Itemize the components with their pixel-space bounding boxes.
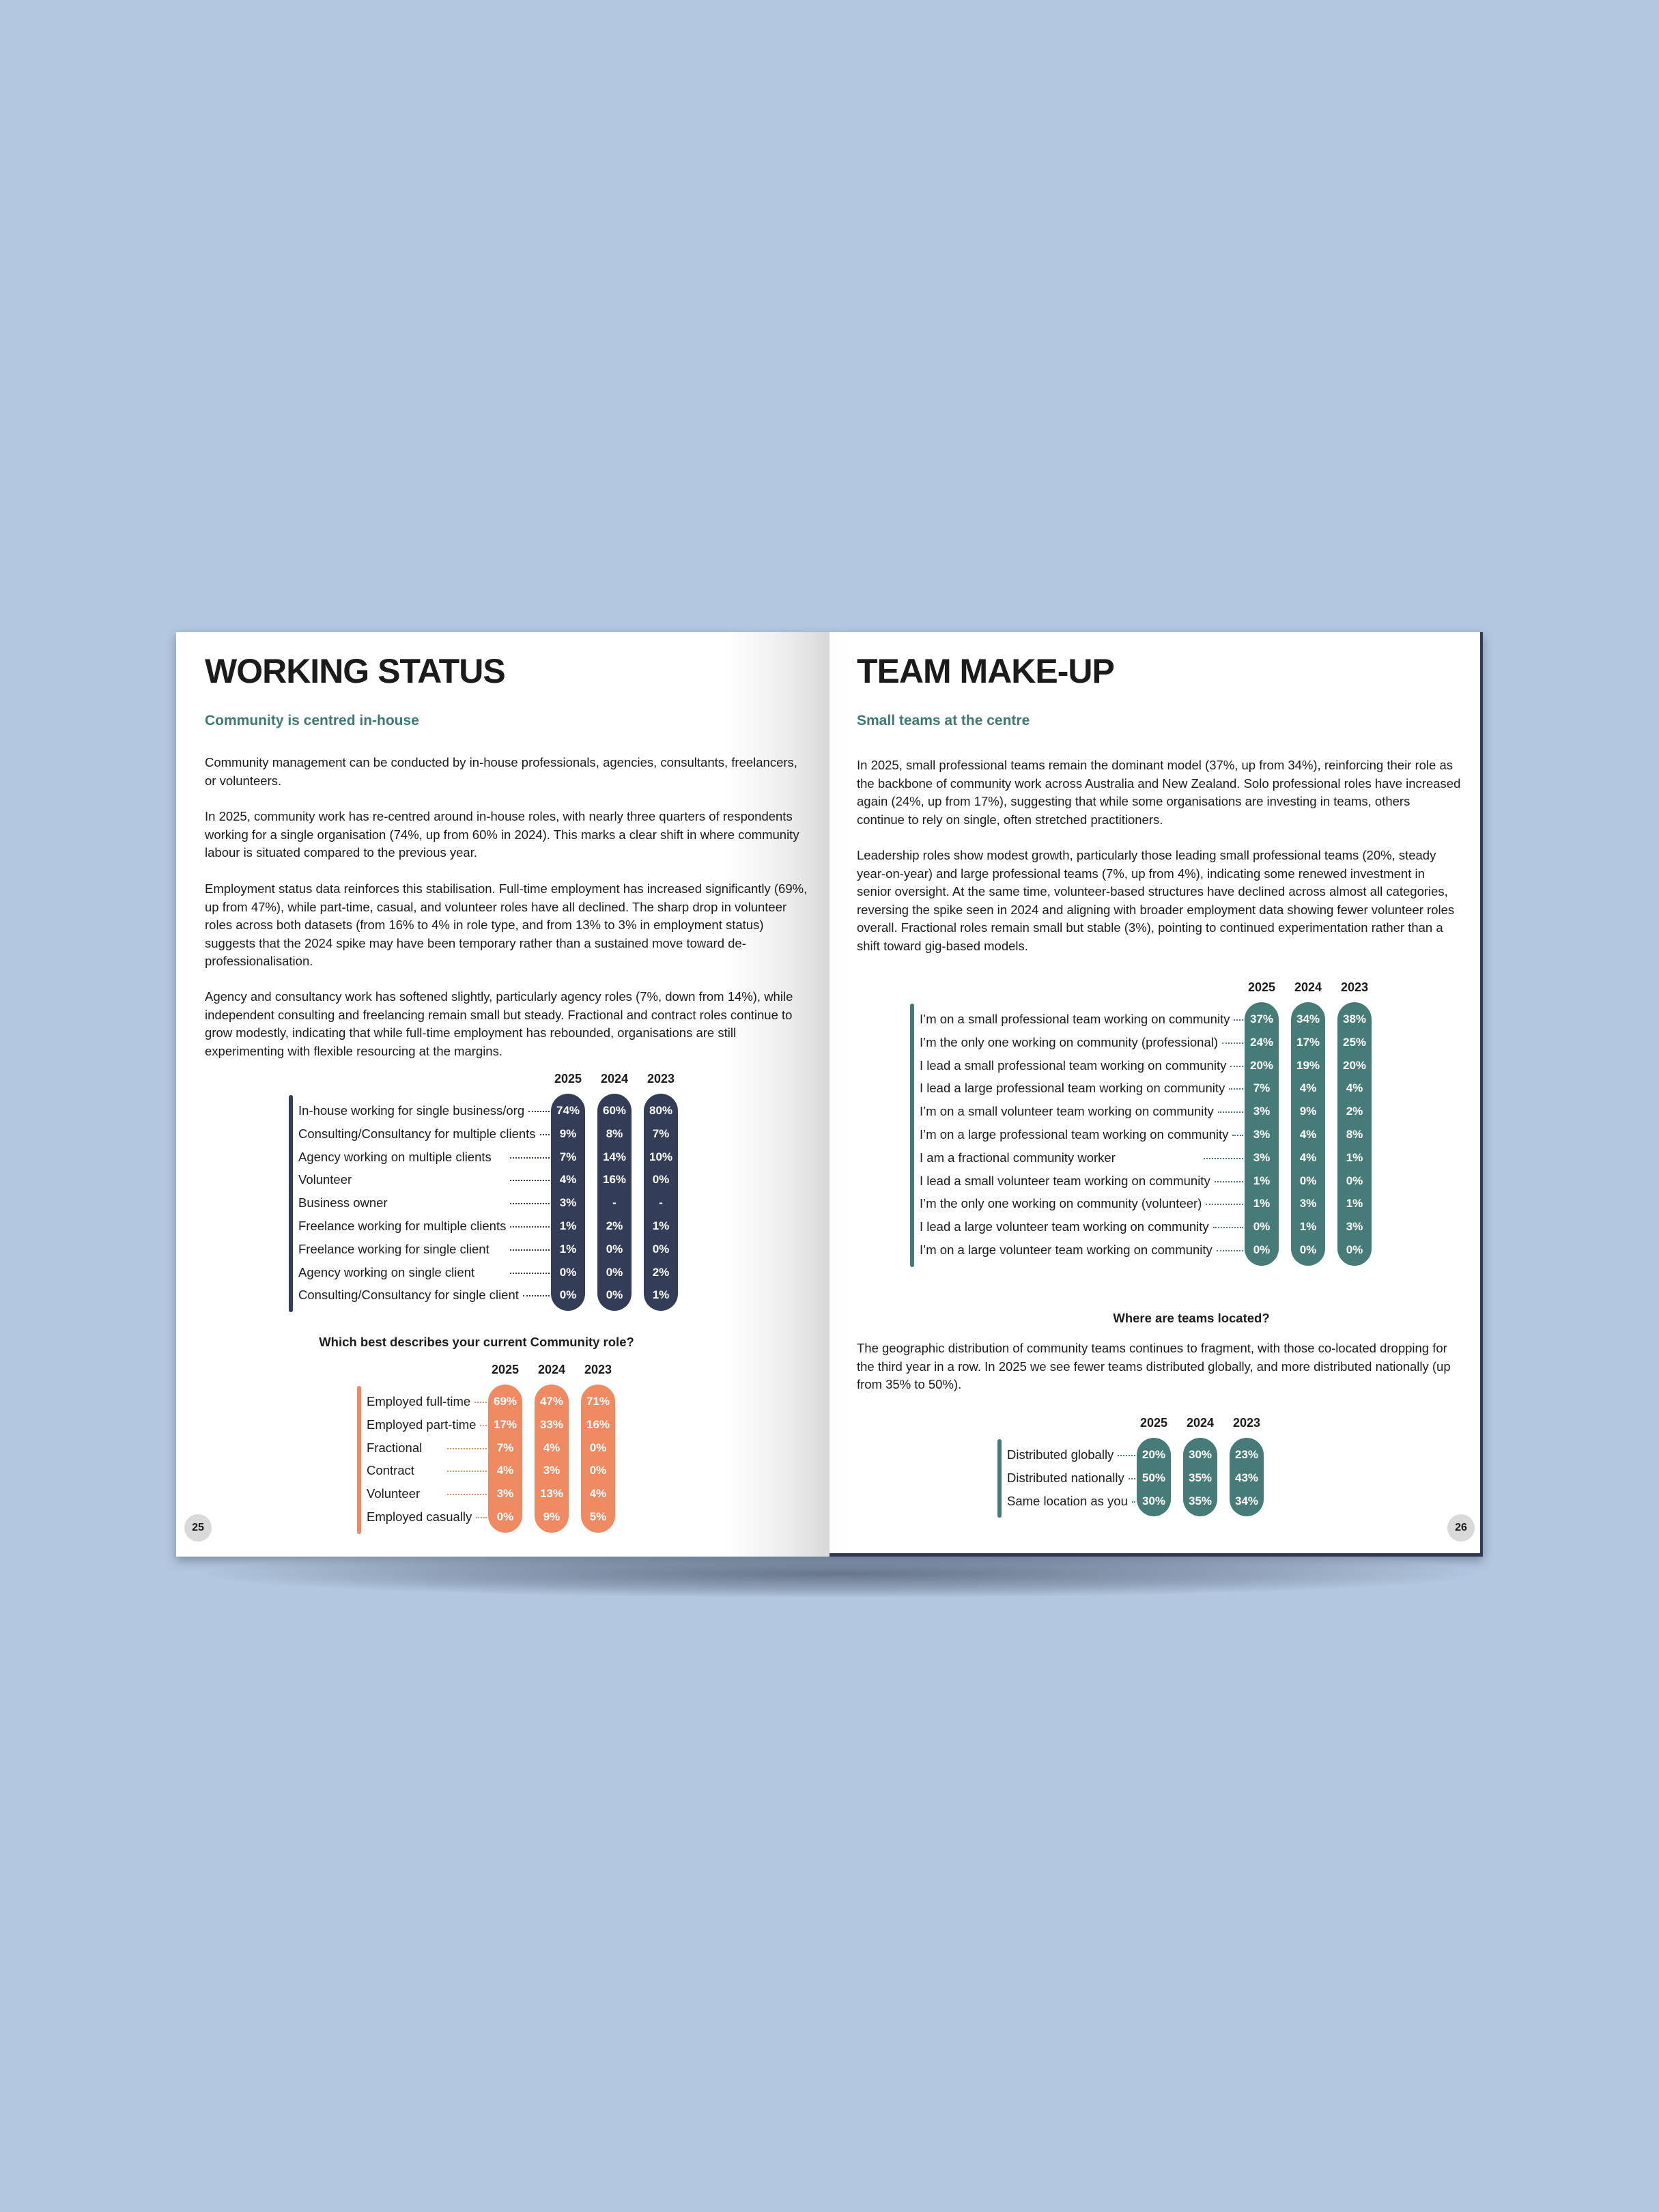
accent-bar <box>289 1095 293 1312</box>
dotted-leader <box>1204 1158 1243 1159</box>
book-spread <box>176 632 1483 1557</box>
row-label: I’m on a large volunteer team working on community <box>920 1243 1213 1257</box>
value-label: 9% <box>1299 1105 1317 1118</box>
value-label: 1% <box>1346 1150 1363 1164</box>
value-label: 3% <box>559 1196 577 1210</box>
dotted-leader <box>1230 1066 1243 1067</box>
value-label: 34% <box>1296 1012 1320 1025</box>
dotted-leader <box>510 1157 550 1159</box>
value-label: 43% <box>1234 1471 1259 1484</box>
value-label: 0% <box>1253 1243 1271 1256</box>
dotted-leader <box>1206 1204 1243 1205</box>
value-label: 69% <box>493 1395 517 1408</box>
value-label: 30% <box>1142 1494 1166 1507</box>
dotted-leader <box>510 1203 550 1204</box>
value-label: 4% <box>1299 1128 1317 1141</box>
value-label: 0% <box>606 1265 623 1279</box>
paragraph: In 2025, community work has re-centred around in-house roles, with nearly three quarters of respondents working for a single organisation (74%, up from 60% in 2024). This marks a clear shift in where community labour is situated compared to the previous year. <box>205 809 799 860</box>
value-label: 0% <box>559 1265 577 1279</box>
value-label: 0% <box>1253 1220 1271 1234</box>
dotted-leader <box>1213 1227 1243 1228</box>
row-label: Consulting/Consultancy for single client <box>298 1288 519 1303</box>
value-label: - <box>659 1196 663 1210</box>
value-label: 4% <box>1299 1081 1317 1095</box>
dotted-leader <box>540 1134 550 1135</box>
value-label: 0% <box>1299 1243 1317 1256</box>
value-label: 24% <box>1249 1035 1274 1049</box>
value-label: 1% <box>1253 1197 1271 1210</box>
value-label: 35% <box>1188 1471 1213 1484</box>
dotted-leader <box>1129 1478 1135 1479</box>
value-label: 13% <box>539 1487 564 1501</box>
row-label: I lead a small volunteer team working on community <box>920 1173 1210 1188</box>
value-label: 17% <box>1296 1035 1320 1049</box>
year-header: 2024 <box>537 1363 566 1376</box>
value-label: 5% <box>589 1510 607 1523</box>
value-label: 1% <box>559 1242 577 1256</box>
dotted-leader <box>1132 1501 1135 1503</box>
row-label: I’m on a small professional team working on community <box>920 1012 1230 1026</box>
paragraph: In 2025, small professional teams remain the dominant model (37%, up from 34%), reinforcing their role as the backbone of community work across Australia and New Zealand. Solo professional roles have increased again (24%, up from 17%), suggesting that while some organisations are investing in teams, others continue to rely on single, often stretched practitioners. <box>857 758 1461 827</box>
book-shadow <box>205 1550 1475 1598</box>
value-label: 71% <box>586 1395 610 1408</box>
value-label: 3% <box>1253 1150 1271 1164</box>
row-label: Distributed globally <box>1007 1447 1114 1462</box>
row-label: I lead a large professional team working on community <box>920 1081 1225 1096</box>
year-header: 2025 <box>1247 980 1276 994</box>
value-label: 4% <box>1299 1150 1317 1164</box>
accent-bar <box>357 1386 361 1534</box>
row-label: I lead a large volunteer team working on community <box>920 1219 1209 1234</box>
row-label: Agency working on single client <box>298 1264 475 1279</box>
year-header: 2024 <box>1294 980 1322 994</box>
dotted-leader <box>510 1249 550 1251</box>
value-label: 0% <box>1299 1174 1317 1187</box>
row-label: Freelance working for multiple clients <box>298 1219 507 1233</box>
row-label: I lead a small professional team working on community <box>920 1058 1227 1073</box>
value-label: 1% <box>1346 1197 1363 1210</box>
row-label: Employed part-time <box>367 1417 477 1432</box>
row-label: I’m on a small volunteer team working on community <box>920 1104 1214 1119</box>
page-edge <box>830 1553 1483 1557</box>
year-header: 2024 <box>1186 1416 1215 1430</box>
value-label: 1% <box>652 1288 670 1302</box>
year-header: 2023 <box>647 1072 675 1086</box>
value-label: 3% <box>496 1487 514 1501</box>
value-label: 30% <box>1188 1448 1213 1461</box>
page-title: WORKING STATUS <box>205 652 505 690</box>
value-label: 14% <box>602 1150 627 1163</box>
value-label: 0% <box>652 1242 670 1256</box>
value-label: 8% <box>1346 1128 1363 1141</box>
value-label: 0% <box>496 1510 514 1523</box>
employment-question-title: Which best describes your current Community role? <box>319 1335 634 1349</box>
dotted-leader <box>1222 1043 1243 1044</box>
value-label: 34% <box>1234 1494 1259 1507</box>
dotted-leader <box>1234 1019 1243 1021</box>
dotted-leader <box>447 1471 487 1472</box>
year-header: 2023 <box>1340 980 1369 994</box>
value-label: 2% <box>1346 1105 1363 1118</box>
value-label: 19% <box>1296 1058 1320 1072</box>
value-label: 1% <box>1253 1174 1271 1187</box>
row-label: Fractional <box>367 1440 423 1455</box>
row-label: I’m the only one working on community (professional) <box>920 1034 1218 1049</box>
row-label: Agency working on multiple clients <box>298 1149 492 1164</box>
value-label: 37% <box>1249 1012 1274 1025</box>
value-label: 4% <box>559 1173 577 1187</box>
value-label: 2% <box>606 1219 623 1232</box>
year-header: 2023 <box>584 1363 612 1376</box>
paragraph: Leadership roles show modest growth, particularly those leading small professional teams (20%, steady year-on-year) and large professional teams (7%, up from 4%), indicating some renewed investment in senior oversight. At the same time, volunteer-based structures have declined across almost all categories, reversing the spike seen in 2024 and aligning with broader employment data showing fewer volunteer roles overall. Fractional roles remain small but stable (3%), pointing to continued experimentation rather than a shift toward gig-based models. <box>857 848 1455 953</box>
value-label: 3% <box>1253 1105 1271 1118</box>
dotted-leader <box>447 1448 487 1449</box>
value-label: 9% <box>543 1510 561 1523</box>
value-label: 0% <box>606 1242 623 1256</box>
page-subtitle: Small teams at the centre <box>857 713 1030 728</box>
value-label: 4% <box>589 1487 607 1501</box>
year-header: 2024 <box>600 1072 629 1086</box>
dotted-leader <box>480 1425 487 1426</box>
row-label: I’m the only one working on community (volunteer) <box>920 1196 1202 1211</box>
page-title: TEAM MAKE-UP <box>857 652 1114 690</box>
row-label: Contract <box>367 1463 414 1478</box>
value-label: 16% <box>586 1417 610 1431</box>
accent-bar <box>997 1439 1002 1518</box>
dotted-leader <box>510 1273 550 1274</box>
row-label: Business owner <box>298 1195 388 1210</box>
dotted-leader <box>1232 1135 1243 1136</box>
value-label: 0% <box>606 1288 623 1302</box>
dotted-leader <box>474 1402 487 1403</box>
dotted-leader <box>1218 1111 1243 1113</box>
value-label: 74% <box>556 1104 580 1117</box>
location-question-title: Where are teams located? <box>1113 1311 1270 1325</box>
value-label: 8% <box>606 1126 623 1140</box>
value-label: 17% <box>493 1417 517 1431</box>
value-label: 3% <box>1253 1128 1271 1141</box>
row-label: Consulting/Consultancy for multiple clients <box>298 1126 536 1141</box>
row-label: In-house working for single business/org <box>298 1103 525 1118</box>
value-label: 23% <box>1234 1448 1259 1461</box>
row-label: Volunteer <box>367 1486 421 1501</box>
dotted-leader <box>523 1295 550 1296</box>
year-header: 2025 <box>554 1072 582 1086</box>
row-label: Employed casually <box>367 1509 472 1524</box>
row-label: I’m on a large professional team working on community <box>920 1127 1229 1142</box>
year-header: 2025 <box>491 1363 520 1376</box>
value-label: 10% <box>649 1150 673 1163</box>
value-label: 50% <box>1142 1471 1166 1484</box>
value-label: 20% <box>1249 1058 1274 1072</box>
value-label: 0% <box>589 1464 607 1477</box>
row-label: Volunteer <box>298 1172 352 1187</box>
value-label: 3% <box>1299 1197 1317 1210</box>
value-label: 0% <box>1346 1174 1363 1187</box>
dotted-leader <box>1118 1455 1135 1456</box>
paragraph: The geographic distribution of community teams continues to fragment, with those co-located dropping for the third year in a row. In 2025 we see fewer teams distributed globally, and more distributed nationally (up from 35% to 50%). <box>857 1341 1451 1391</box>
value-label: 20% <box>1342 1058 1367 1072</box>
value-label: 1% <box>652 1219 670 1232</box>
value-label: 0% <box>589 1441 607 1454</box>
value-label: 0% <box>1346 1243 1363 1256</box>
row-label: Employed full-time <box>367 1394 471 1408</box>
value-label: 35% <box>1188 1494 1213 1507</box>
value-label: 38% <box>1342 1012 1367 1025</box>
paragraph: Employment status data reinforces this stabilisation. Full-time employment has increased significantly (69%, up from 47%), while part-time, casual, and volunteer roles have all declined. The sharp drop in volunteer roles across both datasets (from 16% to 4% in role type, and from 13% to 3% in employment status) suggests that the 2024 spike may have been temporary rather than a sustained move toward de-professionalisation. <box>205 881 808 968</box>
row-label: I am a fractional community worker <box>920 1150 1116 1165</box>
row-label: Freelance working for single client <box>298 1241 490 1256</box>
value-label: 47% <box>539 1395 564 1408</box>
value-label: 1% <box>559 1219 577 1232</box>
value-label: 9% <box>559 1126 577 1140</box>
value-label: 33% <box>539 1417 564 1431</box>
page-number: 26 <box>1447 1514 1475 1542</box>
dotted-leader <box>528 1111 550 1112</box>
dotted-leader <box>510 1180 550 1181</box>
value-label: 4% <box>496 1464 514 1477</box>
value-label: 4% <box>543 1441 561 1454</box>
value-label: 20% <box>1142 1448 1166 1461</box>
page-subtitle: Community is centred in-house <box>205 713 419 728</box>
dotted-leader <box>510 1226 550 1228</box>
year-header: 2023 <box>1232 1416 1261 1430</box>
right-page <box>830 632 1483 1557</box>
accent-bar <box>910 1004 914 1267</box>
dotted-leader <box>447 1494 487 1495</box>
paragraph: Agency and consultancy work has softened slightly, particularly agency roles (7%, down from 14%), while independent consulting and freelancing remain small but steady. Fractional and contract roles continue to grow modestly, indicating that while full-time employment has rebounded, organisations are still experimenting with flexible resourcing at the margins. <box>205 989 793 1058</box>
dotted-leader <box>1229 1088 1243 1090</box>
value-label: 16% <box>602 1173 627 1187</box>
value-label: 7% <box>1253 1081 1271 1095</box>
value-label: 4% <box>1346 1081 1363 1095</box>
value-label: 0% <box>652 1173 670 1187</box>
row-label: Same location as you <box>1007 1493 1128 1508</box>
value-label: 60% <box>602 1104 627 1117</box>
paragraph: Community management can be conducted by in-house professionals, agencies, consultants, freelancers, or volunteers. <box>205 755 797 788</box>
value-label: 3% <box>543 1464 561 1477</box>
left-page <box>176 632 830 1557</box>
page-number: 25 <box>184 1514 212 1542</box>
value-label: 25% <box>1342 1035 1367 1049</box>
row-label: Distributed nationally <box>1007 1470 1124 1485</box>
year-header: 2025 <box>1139 1416 1168 1430</box>
dotted-leader <box>476 1517 487 1518</box>
value-label: 7% <box>496 1441 514 1454</box>
value-label: 0% <box>559 1288 577 1302</box>
value-label: - <box>612 1196 616 1210</box>
value-label: 7% <box>559 1150 577 1163</box>
value-label: 3% <box>1346 1220 1363 1234</box>
value-label: 7% <box>652 1126 670 1140</box>
dotted-leader <box>1217 1250 1243 1251</box>
value-label: 2% <box>652 1265 670 1279</box>
value-label: 1% <box>1299 1220 1317 1234</box>
dotted-leader <box>1215 1181 1243 1182</box>
value-label: 80% <box>649 1104 673 1117</box>
